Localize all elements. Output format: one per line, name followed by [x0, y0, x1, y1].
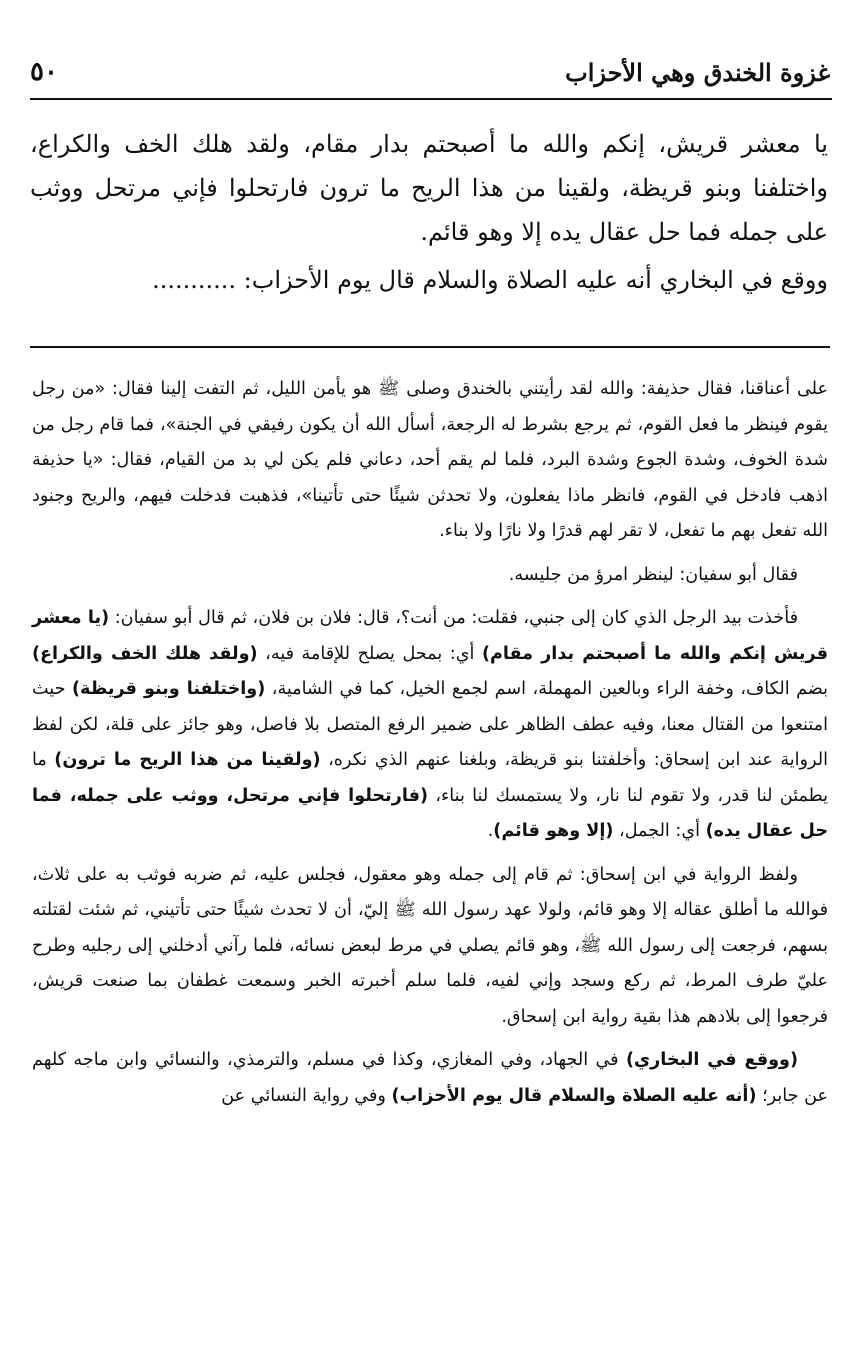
text-segment: فأخذت بيد الرجل الذي كان إلى جنبي، فقلت: من أنت؟، قال: فلان بن فلان، ثم قال أبو سفيان:: [109, 608, 798, 628]
bold-quote: (فارتحلوا فإني مرتحل، ووثب على جمله، فما حل عقال يده): [32, 785, 828, 841]
text-segment: ما يطمئن لنا قدر، ولا تقوم لنا نار، ولا يستمسك لنا بناء،: [32, 750, 829, 806]
main-paragraph: يا معشر قريش، إنكم والله ما أصبحتم بدار مقام، ولقد هلك الخف والكراع، واختلفنا وبنو قريظة، ولقينا من هذا الريح ما ترون فارتحلوا فإني مرتحل ووثب على جمله فما حل عقال يده إلا وهو قائم.: [30, 130, 828, 246]
main-text-block: [30, 122, 828, 302]
quote-line-text: ووقع في البخاري أنه عليه الصلاة والسلام قال يوم الأحزاب:: [243, 266, 828, 294]
page-header: [30, 46, 830, 98]
bold-quote: (إلا وهو قائم): [493, 821, 614, 841]
commentary-paragraph-4: ولفظ الرواية في ابن إسحاق: ثم قام إلى جمله وهو معقول، فجلس عليه، ثم ضربه فوثب به على ثلاث، فوالله ما أطلق عقاله إلا وهو قائم، ولولا عهد رسول الله ﷺ إليّ، أن لا تحدث شيئًا حتى تأتيني، ثم شئت لقتلته بسهم، فرجعت إلى رسول الله ﷺ، وهو قائم يصلي في مرط لبعض نسائه، فلما رآني أدخلني إلى رجليه وطرح عليّ طرف المرط، ثم ركع وسجد وإني لفيه، فلما سلم أخبرته الخبر وسمعت غطفان بما صنعت قريش، فرجعوا إلى بلادهم هذا بقية رواية ابن إسحاق.: [32, 864, 828, 1027]
text-segment: .: [487, 821, 494, 841]
bold-quote: (ووقع في البخاري): [625, 1050, 799, 1070]
text-segment: حيث امتنعوا من القتال معنا، وفيه عطف الظاهر على ضمير الرفع المتصل بلا فاصل، وهو جائز على قلة، لكن لفظ الرواية عند ابن إسحاق: وأخلفتنا بنو قريظة، وبلغنا عنهم الذي نكره،: [32, 679, 829, 770]
bold-quote: (ولقينا من هذا الريح ما ترون): [54, 750, 321, 770]
text-segment: بضم الكاف، وخفة الراء وبالعين المهملة، اسم لجمع الخيل، كما في الشامية،: [265, 679, 828, 699]
commentary-paragraph-3: [32, 601, 828, 850]
commentary-paragraph-2: فقال أبو سفيان: لينظر امرؤ من جليسه.: [508, 564, 798, 585]
bold-quote: (أنه عليه الصلاة والسلام قال يوم الأحزاب): [391, 1085, 757, 1106]
bold-quote: (يا معشر قريش إنكم والله ما أصبحتم بدار مقام): [32, 608, 828, 664]
text-segment: في الجهاد، وفي المغازي، وكذا في مسلم، والترمذي، والنسائي وابن ماجه كلهم عن جابر؛: [32, 1050, 828, 1106]
running-title: غزوة الخندق وهي الأحزاب: [565, 57, 830, 87]
commentary-block: [32, 372, 828, 1114]
bold-quote: (واختلفنا وبنو قريظة): [71, 679, 266, 699]
quote-line: [30, 258, 828, 302]
bold-quote: (ولقد هلك الخف والكراع): [32, 643, 258, 664]
commentary-divider: [30, 346, 830, 348]
commentary-paragraph-5: [32, 1043, 828, 1114]
page-number: ٥٠: [30, 57, 58, 87]
commentary-paragraph-1: على أعناقنا، فقال حذيفة: والله لقد رأيتني بالخندق وصلى ﷺ هو يأمن الليل، ثم التفت إلينا فقال: «من رجل يقوم فينظر ما فعل القوم، ثم يرجع بشرط له الرجعة، أسأل الله أن يكون رفيقي في الجنة»، فما قام رجل من شدة الخوف، وشدة الجوع وشدة البرد، فلما لم يقم أحد، دعاني فلم يكن لي بد من القيام، فقال: «يا حذيفة اذهب فادخل في القوم، فانظر ماذا يفعلون، ولا تحدثن شيئًا حتى تأتينا»، فذهبت فدخلت فيهم، والريح وجنود الله تفعل بهم ما تفعل، لا تقر لهم قدرًا ولا نارًا ولا بناء.: [32, 379, 828, 541]
header-divider: [30, 98, 832, 100]
text-segment: أي: بمحل يصلح للإقامة فيه،: [257, 643, 482, 664]
quote-ellipsis: ...........‌: [152, 266, 237, 294]
text-segment: أي: الجمل،: [613, 821, 706, 841]
text-segment: وفي رواية النسائي عن: [221, 1085, 392, 1106]
